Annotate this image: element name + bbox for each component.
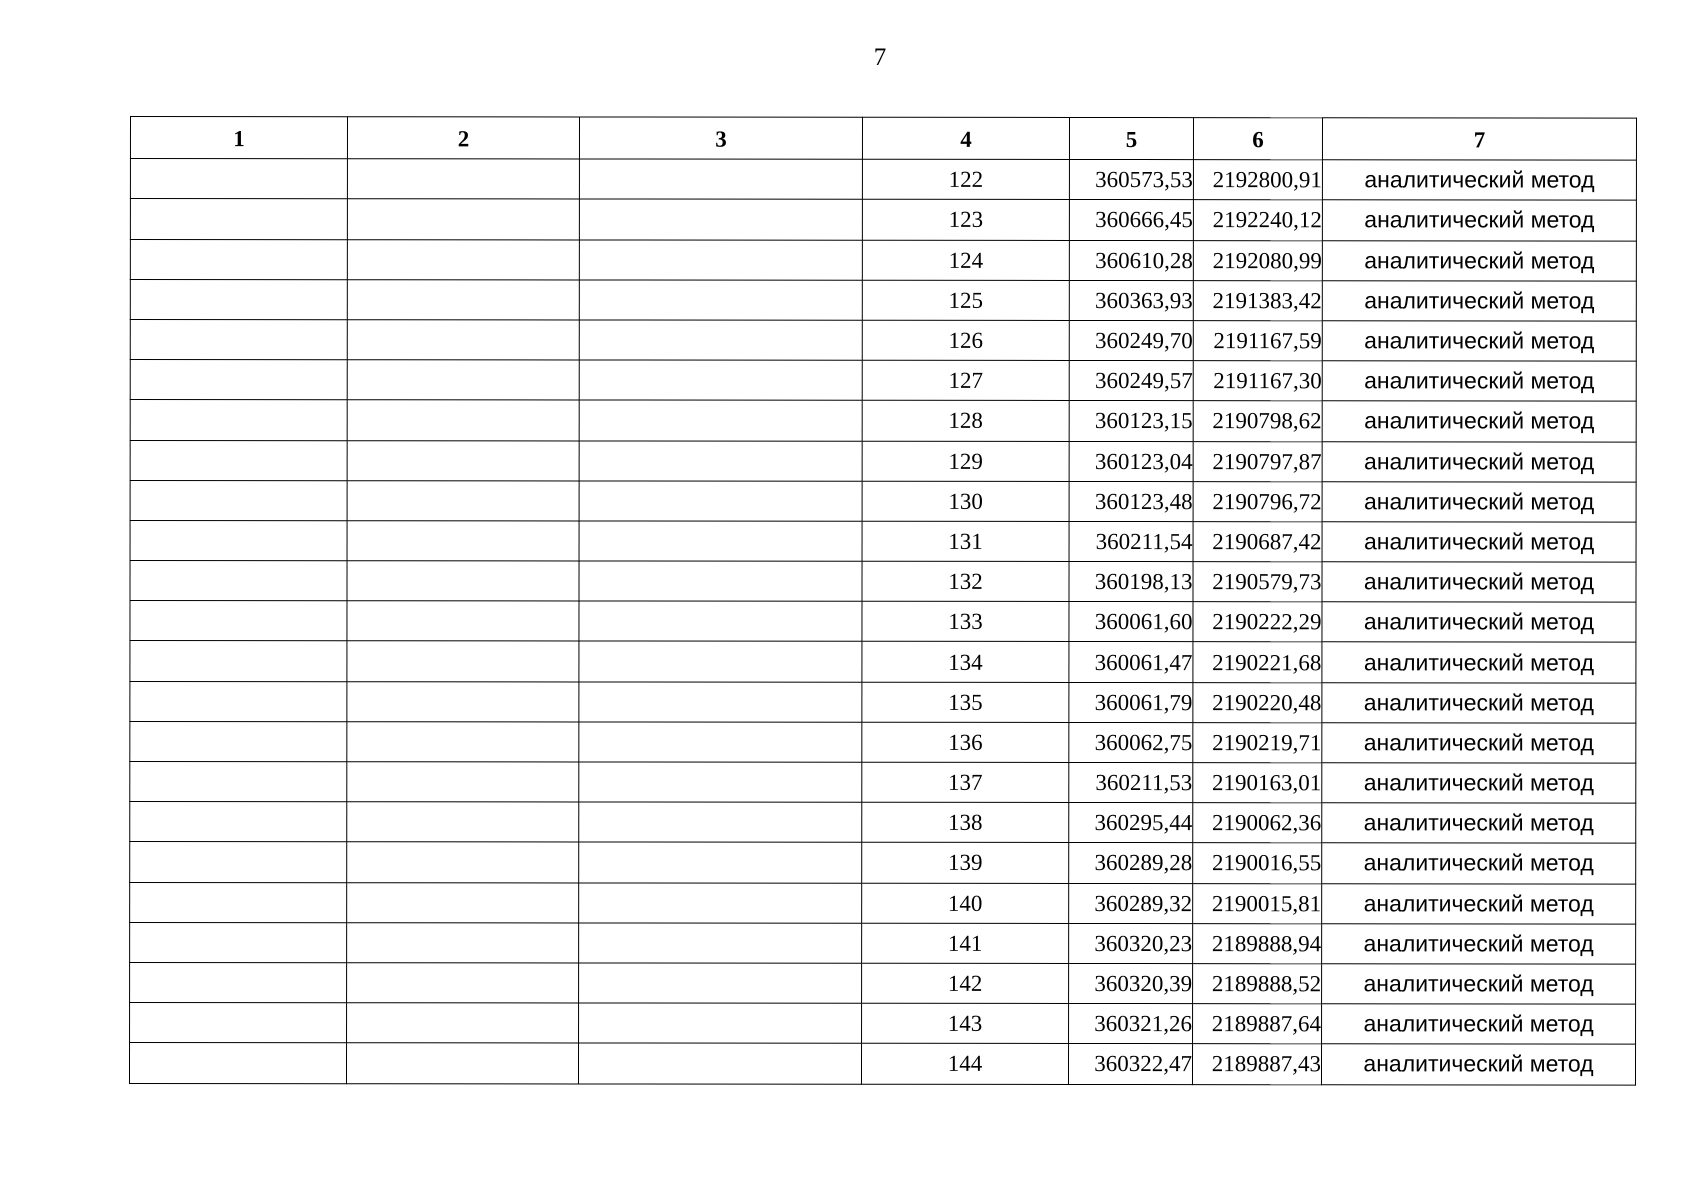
cell-col-2 <box>347 440 579 480</box>
cell-coordinate-x: 360061,79 <box>1069 682 1193 722</box>
cell-point-number: 123 <box>862 200 1069 240</box>
cell-col-1 <box>130 400 347 440</box>
cell-coordinate-x: 360573,53 <box>1069 160 1193 200</box>
cell-point-number: 130 <box>862 481 1069 521</box>
cell-col-3 <box>579 481 862 521</box>
cell-coordinate-y: 2190579,73 <box>1193 562 1322 602</box>
column-header-1: 1 <box>130 117 347 159</box>
cell-point-number: 129 <box>862 441 1069 481</box>
cell-method: аналитический метод <box>1322 562 1636 603</box>
cell-coordinate-y: 2190797,87 <box>1193 441 1322 481</box>
cell-point-number: 133 <box>862 602 1069 642</box>
cell-col-1 <box>130 279 347 319</box>
cell-col-1 <box>130 842 347 882</box>
cell-coordinate-x: 360061,60 <box>1069 602 1193 642</box>
cell-coordinate-y: 2191167,30 <box>1193 361 1322 401</box>
cell-coordinate-y: 2190015,81 <box>1193 883 1322 923</box>
column-header-6: 6 <box>1193 118 1322 160</box>
cell-coordinate-y: 2190687,42 <box>1193 521 1322 561</box>
cell-method: аналитический метод <box>1322 602 1636 643</box>
cell-coordinate-x: 360211,53 <box>1069 762 1193 802</box>
cell-col-3 <box>579 923 862 963</box>
cell-coordinate-y: 2191383,42 <box>1193 280 1322 320</box>
cell-coordinate-y: 2190796,72 <box>1193 481 1322 521</box>
column-header-3: 3 <box>579 117 862 159</box>
cell-coordinate-y: 2190222,29 <box>1193 602 1322 642</box>
cell-coordinate-x: 360062,75 <box>1069 722 1193 762</box>
cell-coordinate-x: 360363,93 <box>1069 280 1193 320</box>
cell-col-3 <box>579 320 862 360</box>
coordinates-table-container <box>130 116 1637 1084</box>
cell-col-3 <box>579 682 862 722</box>
cell-col-1 <box>129 1043 346 1083</box>
cell-col-2 <box>347 561 579 601</box>
cell-col-1 <box>130 601 347 641</box>
cell-coordinate-y: 2189888,52 <box>1193 964 1322 1004</box>
cell-coordinate-x: 360198,13 <box>1069 562 1193 602</box>
cell-coordinate-x: 360322,47 <box>1068 1044 1192 1084</box>
cell-col-2 <box>347 681 579 721</box>
table-row <box>130 842 1636 884</box>
cell-col-1 <box>130 962 347 1002</box>
cell-col-1 <box>130 319 347 359</box>
cell-coordinate-x: 360123,48 <box>1069 481 1193 521</box>
cell-point-number: 137 <box>862 762 1069 802</box>
cell-col-3 <box>579 601 862 641</box>
cell-col-3 <box>579 360 862 400</box>
cell-point-number: 128 <box>862 401 1069 441</box>
cell-coordinate-y: 2190219,71 <box>1193 722 1322 762</box>
table-row <box>130 159 1636 201</box>
cell-point-number: 132 <box>862 561 1069 601</box>
cell-method: аналитический метод <box>1322 361 1636 402</box>
cell-col-1 <box>130 882 347 922</box>
cell-point-number: 125 <box>862 280 1069 320</box>
table-row <box>130 239 1636 281</box>
cell-coordinate-x: 360610,28 <box>1069 240 1193 280</box>
cell-col-2 <box>347 320 579 360</box>
cell-col-2 <box>347 802 579 842</box>
cell-point-number: 144 <box>861 1044 1068 1084</box>
cell-col-1 <box>130 1003 347 1043</box>
cell-col-1 <box>130 440 347 480</box>
cell-coordinate-x: 360249,70 <box>1069 320 1193 360</box>
table-row <box>130 480 1636 522</box>
table-row <box>130 440 1636 482</box>
cell-col-2 <box>347 922 579 962</box>
cell-point-number: 141 <box>862 923 1069 963</box>
cell-point-number: 126 <box>862 320 1069 360</box>
table-row <box>130 802 1636 844</box>
table-body <box>129 159 1636 1085</box>
cell-coordinate-y: 2190016,55 <box>1193 843 1322 883</box>
cell-coordinate-x: 360666,45 <box>1069 200 1193 240</box>
cell-coordinate-y: 2190221,68 <box>1193 642 1322 682</box>
cell-point-number: 135 <box>862 682 1069 722</box>
coordinates-table <box>129 116 1637 1085</box>
cell-method: аналитический метод <box>1322 401 1636 442</box>
cell-col-2 <box>347 842 579 882</box>
cell-col-2 <box>347 1003 579 1043</box>
cell-col-1 <box>130 520 347 560</box>
cell-col-3 <box>579 802 862 842</box>
cell-col-1 <box>130 802 347 842</box>
cell-coordinate-y: 2192800,91 <box>1193 160 1322 200</box>
column-header-5: 5 <box>1069 117 1193 159</box>
cell-point-number: 131 <box>862 521 1069 561</box>
cell-col-1 <box>130 199 347 239</box>
cell-point-number: 139 <box>862 843 1069 883</box>
cell-coordinate-x: 360123,15 <box>1069 401 1193 441</box>
cell-col-1 <box>130 721 347 761</box>
cell-method: аналитический метод <box>1322 280 1636 321</box>
table-row <box>130 882 1636 924</box>
cell-method: аналитический метод <box>1322 481 1636 522</box>
column-header-7: 7 <box>1322 118 1636 161</box>
cell-col-2 <box>347 641 579 681</box>
cell-col-1 <box>130 480 347 520</box>
cell-col-2 <box>347 601 579 641</box>
table-row <box>130 319 1636 361</box>
table-row <box>129 1043 1635 1085</box>
cell-col-1 <box>130 681 347 721</box>
cell-method: аналитический метод <box>1322 200 1636 241</box>
cell-point-number: 124 <box>862 240 1069 280</box>
cell-col-2 <box>346 1043 578 1083</box>
cell-method: аналитический метод <box>1322 441 1636 482</box>
cell-col-2 <box>347 882 579 922</box>
cell-col-3 <box>579 641 862 681</box>
cell-coordinate-y: 2192080,99 <box>1193 240 1322 280</box>
cell-col-3 <box>579 722 862 762</box>
cell-method: аналитический метод <box>1322 522 1636 563</box>
table-row <box>130 962 1636 1004</box>
page-number: 7 <box>873 44 887 71</box>
cell-col-2 <box>347 722 579 762</box>
table-row <box>130 360 1636 402</box>
cell-method: аналитический метод <box>1322 240 1636 281</box>
cell-coordinate-y: 2192240,12 <box>1193 200 1322 240</box>
cell-method: аналитический метод <box>1322 763 1636 804</box>
table-row <box>130 199 1636 241</box>
cell-col-2 <box>347 239 579 279</box>
cell-col-3 <box>579 440 862 480</box>
table-row <box>130 681 1636 723</box>
cell-col-1 <box>130 762 347 802</box>
cell-method: аналитический метод <box>1322 321 1636 362</box>
cell-col-3 <box>579 561 862 601</box>
column-header-2: 2 <box>347 117 579 159</box>
cell-col-2 <box>347 360 579 400</box>
cell-coordinate-x: 360320,39 <box>1069 963 1193 1003</box>
cell-point-number: 127 <box>862 360 1069 400</box>
cell-coordinate-x: 360061,47 <box>1069 642 1193 682</box>
cell-method: аналитический метод <box>1322 723 1636 764</box>
cell-coordinate-y: 2190798,62 <box>1193 401 1322 441</box>
table-row <box>130 1003 1636 1045</box>
table-row <box>130 641 1636 683</box>
cell-col-1 <box>130 239 347 279</box>
cell-method: аналитический метод <box>1321 1044 1635 1085</box>
cell-col-1 <box>130 159 347 199</box>
cell-coordinate-x: 360289,28 <box>1069 843 1193 883</box>
cell-method: аналитический метод <box>1322 160 1636 201</box>
cell-coordinate-y: 2190163,01 <box>1193 763 1322 803</box>
table-row <box>130 279 1636 321</box>
cell-col-3 <box>579 762 862 802</box>
header-row <box>130 117 1636 161</box>
cell-col-3 <box>579 521 862 561</box>
table-row <box>130 601 1636 643</box>
cell-col-3 <box>579 400 862 440</box>
cell-method: аналитический метод <box>1322 843 1636 884</box>
cell-col-3 <box>579 963 862 1003</box>
cell-method: аналитический метод <box>1322 642 1636 683</box>
cell-col-2 <box>347 159 579 199</box>
cell-method: аналитический метод <box>1322 682 1636 723</box>
table-row <box>130 721 1636 763</box>
cell-col-1 <box>130 561 347 601</box>
cell-coordinate-x: 360295,44 <box>1069 803 1193 843</box>
cell-point-number: 140 <box>862 883 1069 923</box>
cell-method: аналитический метод <box>1322 803 1636 844</box>
cell-col-3 <box>578 1043 861 1083</box>
cell-col-1 <box>130 360 347 400</box>
cell-method: аналитический метод <box>1322 923 1636 964</box>
column-header-4: 4 <box>862 117 1069 159</box>
table-row <box>130 400 1636 442</box>
cell-method: аналитический метод <box>1322 964 1636 1005</box>
cell-coordinate-x: 360320,23 <box>1069 923 1193 963</box>
cell-col-3 <box>579 842 862 882</box>
cell-coordinate-y: 2191167,59 <box>1193 321 1322 361</box>
cell-col-2 <box>347 279 579 319</box>
cell-col-1 <box>130 922 347 962</box>
cell-coordinate-y: 2190220,48 <box>1193 682 1322 722</box>
cell-col-3 <box>579 280 862 320</box>
cell-coordinate-x: 360289,32 <box>1069 883 1193 923</box>
cell-col-3 <box>579 159 862 199</box>
cell-point-number: 138 <box>862 802 1069 842</box>
cell-point-number: 143 <box>862 1003 1069 1043</box>
cell-col-2 <box>347 199 579 239</box>
cell-col-2 <box>347 480 579 520</box>
cell-coordinate-x: 360249,57 <box>1069 361 1193 401</box>
table-row <box>130 762 1636 804</box>
cell-col-3 <box>579 1003 862 1043</box>
table-row <box>130 520 1636 562</box>
cell-col-3 <box>579 240 862 280</box>
cell-col-1 <box>130 641 347 681</box>
cell-method: аналитический метод <box>1322 883 1636 924</box>
cell-method: аналитический метод <box>1322 1004 1636 1045</box>
cell-col-2 <box>347 963 579 1003</box>
table-row <box>130 561 1636 603</box>
cell-coordinate-y: 2190062,36 <box>1193 803 1322 843</box>
cell-point-number: 134 <box>862 642 1069 682</box>
cell-point-number: 136 <box>862 722 1069 762</box>
cell-col-3 <box>579 199 862 239</box>
cell-col-3 <box>579 883 862 923</box>
cell-coordinate-y: 2189887,64 <box>1193 1004 1322 1044</box>
cell-coordinate-y: 2189888,94 <box>1193 923 1322 963</box>
cell-col-2 <box>347 400 579 440</box>
cell-coordinate-x: 360211,54 <box>1069 521 1193 561</box>
cell-point-number: 142 <box>862 963 1069 1003</box>
cell-point-number: 122 <box>862 159 1069 199</box>
cell-col-2 <box>347 762 579 802</box>
cell-col-2 <box>347 521 579 561</box>
table-header <box>130 117 1636 161</box>
table-row <box>130 922 1636 964</box>
cell-coordinate-x: 360123,04 <box>1069 441 1193 481</box>
cell-coordinate-x: 360321,26 <box>1069 1004 1193 1044</box>
cell-coordinate-y: 2189887,43 <box>1192 1044 1321 1084</box>
